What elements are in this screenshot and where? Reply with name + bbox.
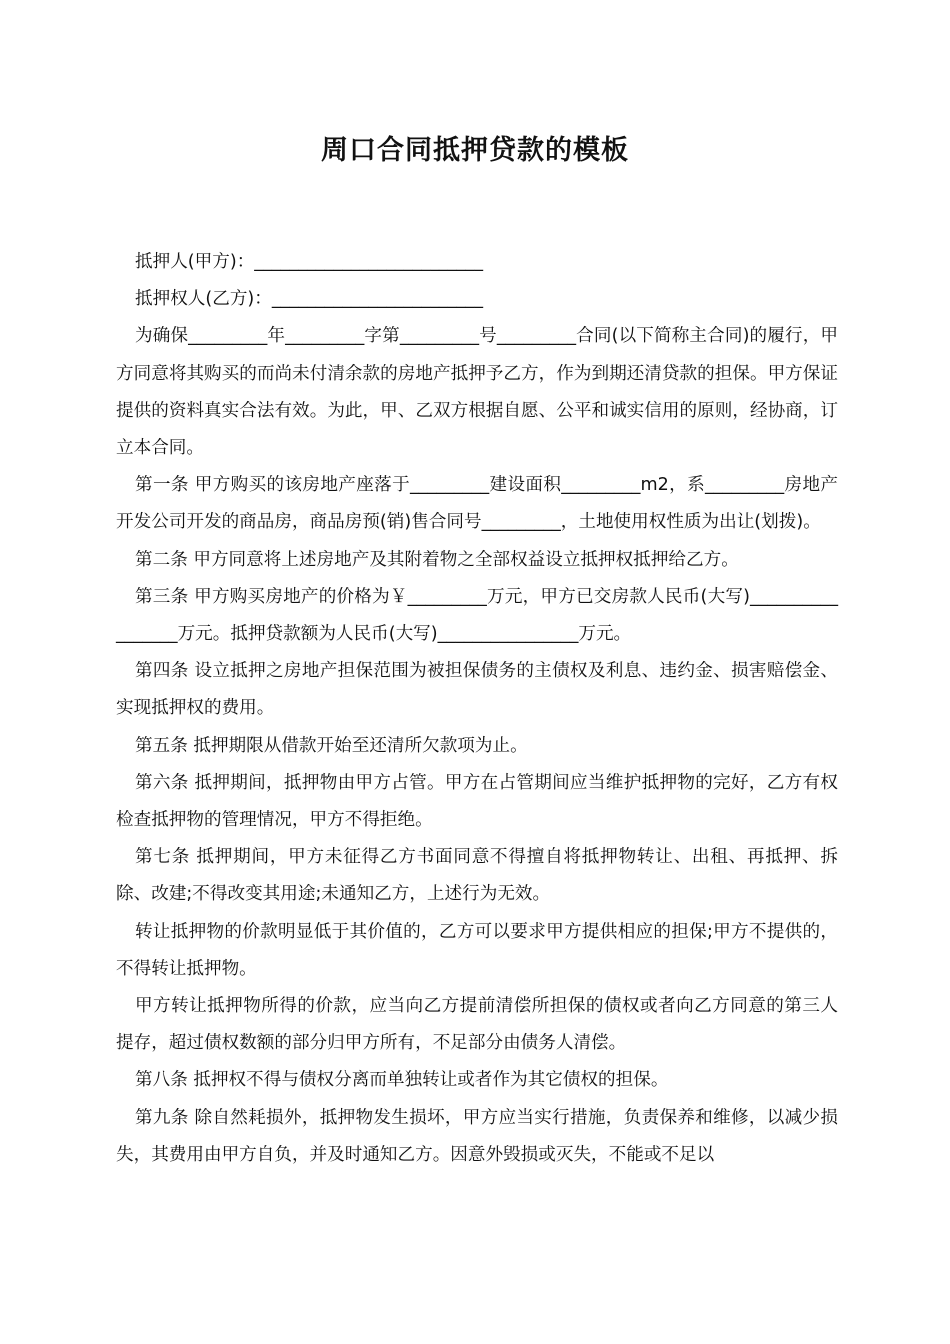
paragraph-article-7-transfer-price: 转让抵押物的价款明显低于其价值的，乙方可以要求甲方提供相应的担保;甲方不提供的，不得转让抵押物。 xyxy=(116,921,838,979)
paragraph-article-9: 第九条 除自然耗损外，抵押物发生损坏，甲方应当实行措施，负责保养和维修，以减少损失，其费用由甲方自负，并及时通知乙方。因意外毁损或灭失，不能或不足以 xyxy=(116,1107,838,1165)
paragraph-article-7: 第七条 抵押期间，甲方未征得乙方书面同意不得擅自将抵押物转让、出租、再抵押、拆除、改建;不得改变其用途;未通知乙方，上述行为无效。 xyxy=(116,847,838,905)
paragraph-article-7-transfer-proceeds: 甲方转让抵押物所得的价款，应当向乙方提前清偿所担保的债权或者向乙方同意的第三人提存，超过债权数额的部分归甲方所有，不足部分由债务人清偿。 xyxy=(116,996,838,1054)
paragraph-mortgagee: 抵押权人(乙方)：________________________ xyxy=(135,289,484,310)
paragraph-article-2: 第二条 甲方同意将上述房地产及其附着物之全部权益设立抵押权抵押给乙方。 xyxy=(135,549,739,570)
paragraph-preamble: 为确保_________年_________字第_________号_________合同(以下简称主合同)的履行，甲方同意将其购买的而尚未付清余款的房地产抵押予乙方，作为到期还清贷款的担保。甲方保证提供的资料真实合法有效。为此，甲、乙双方根据自愿、公平和诚实信用的原则，经协商，订立本合同。 xyxy=(116,326,838,459)
document-body xyxy=(116,244,838,1174)
paragraph-article-8: 第八条 抵押权不得与债权分离而单独转让或者作为其它债权的担保。 xyxy=(135,1070,669,1091)
paragraph-article-1: 第一条 甲方购买的该房地产座落于_________建设面积_________m2，系_________房地产开发公司开发的商品房，商品房预(销)售合同号_________，土地使用权性质为出让(划拨)。 xyxy=(116,475,838,533)
paragraph-mortgagor: 抵押人(甲方)：__________________________ xyxy=(135,252,484,272)
paragraph-article-6: 第六条 抵押期间，抵押物由甲方占管。甲方在占管期间应当维护抵押物的完好，乙方有权检查抵押物的管理情况，甲方不得拒绝。 xyxy=(116,772,838,831)
document-title: 周口合同抵押贷款的模板 xyxy=(321,135,629,166)
paragraph-article-3: 第三条 甲方购买房地产的价格为￥_________万元，甲方已交房款人民币(大写)_________________万元。抵押贷款额为人民币(大写)________________万元。 xyxy=(116,586,838,645)
paragraph-article-5: 第五条 抵押期限从借款开始至还清所欠款项为止。 xyxy=(135,735,528,756)
paragraph-article-4: 第四条 设立抵押之房地产担保范围为被担保债务的主债权及利息、违约金、损害赔偿金、实现抵押权的费用。 xyxy=(116,661,838,719)
